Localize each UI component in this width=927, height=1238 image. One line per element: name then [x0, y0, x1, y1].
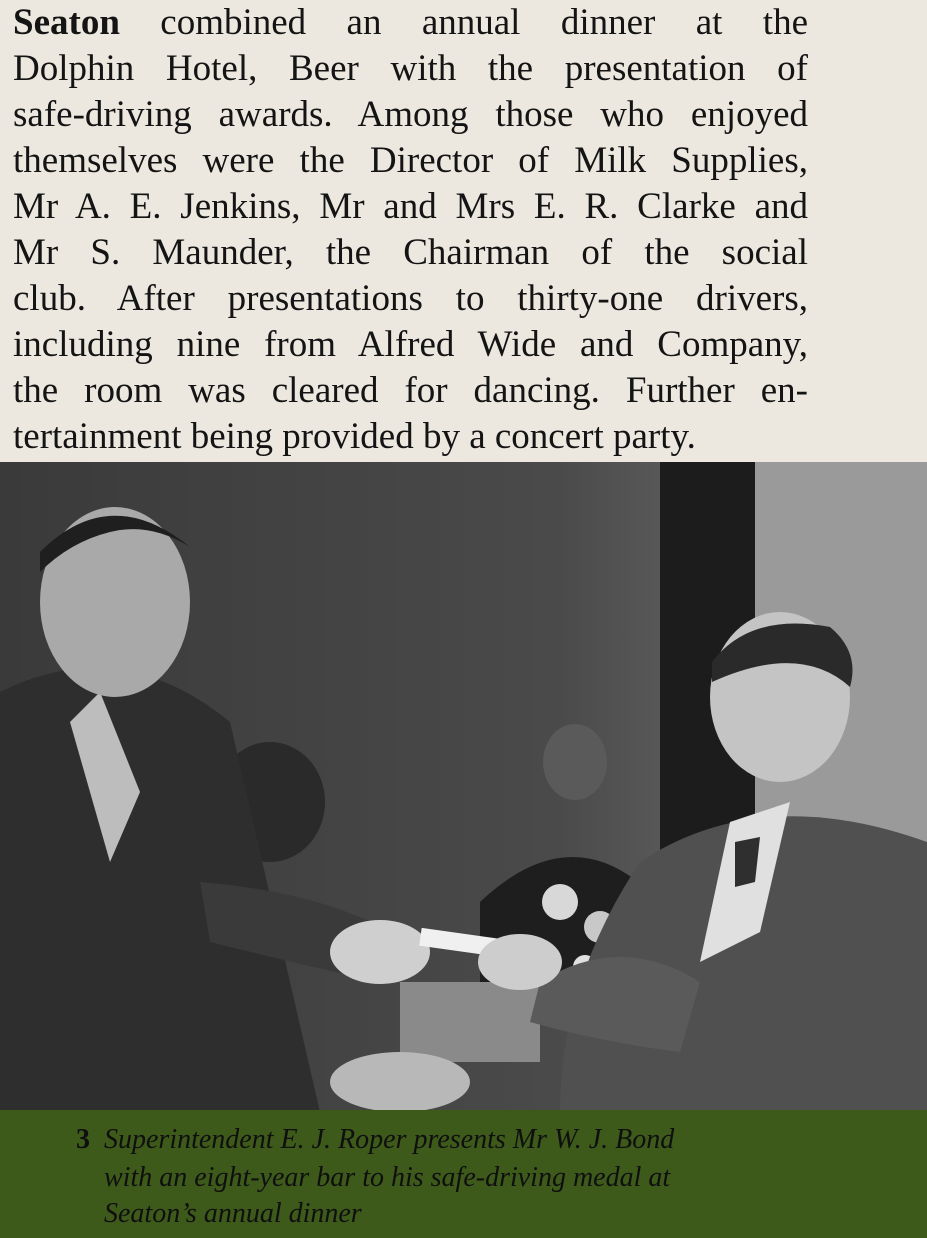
- article-line-10: tertainment being provided by a concert party.: [13, 416, 696, 457]
- caption-line-1-text: Superintendent E. J. Roper presents Mr W. J. Bond: [104, 1124, 675, 1155]
- photo-illustration: [0, 462, 927, 1112]
- caption-line-2: [104, 1162, 670, 1194]
- article-line-6: Mr S. Maunder, the Chairman of the social: [13, 232, 808, 273]
- presenter-hand: [330, 920, 430, 984]
- article-text: [13, 0, 808, 462]
- caption-line-3-text: Seaton’s annual dinner: [104, 1198, 362, 1229]
- lower-hands: [330, 1052, 470, 1112]
- article-line-1-rest: combined an annual dinner at the: [119, 2, 808, 43]
- article-line-9: the room was cleared for dancing. Further en-: [13, 370, 808, 411]
- caption-number: 3: [76, 1124, 90, 1155]
- background-guest-head: [543, 724, 607, 800]
- article-line-8: including nine from Alfred Wide and Company,: [13, 324, 808, 365]
- flower: [542, 884, 578, 920]
- lead-word: Seaton: [13, 2, 120, 43]
- caption-line-2-text: with an eight-year bar to his safe-driving medal at: [104, 1162, 671, 1193]
- article-line-1: [13, 0, 808, 46]
- article-line-7: club. After presentations to thirty-one drivers,: [13, 278, 808, 319]
- article-line-2: Dolphin Hotel, Beer with the presentation of: [13, 48, 808, 89]
- table-items: [400, 982, 540, 1062]
- article-line-4: themselves were the Director of Milk Supplies,: [13, 140, 808, 181]
- recipient-hand: [478, 934, 562, 990]
- caption-line-3: [104, 1198, 362, 1230]
- article-line-5: Mr A. E. Jenkins, Mr and Mrs E. R. Clarke and: [13, 186, 808, 227]
- article-line-3: safe-driving awards. Among those who enjoyed: [13, 94, 808, 135]
- photograph: [0, 462, 927, 1112]
- caption-line-1: [104, 1124, 674, 1156]
